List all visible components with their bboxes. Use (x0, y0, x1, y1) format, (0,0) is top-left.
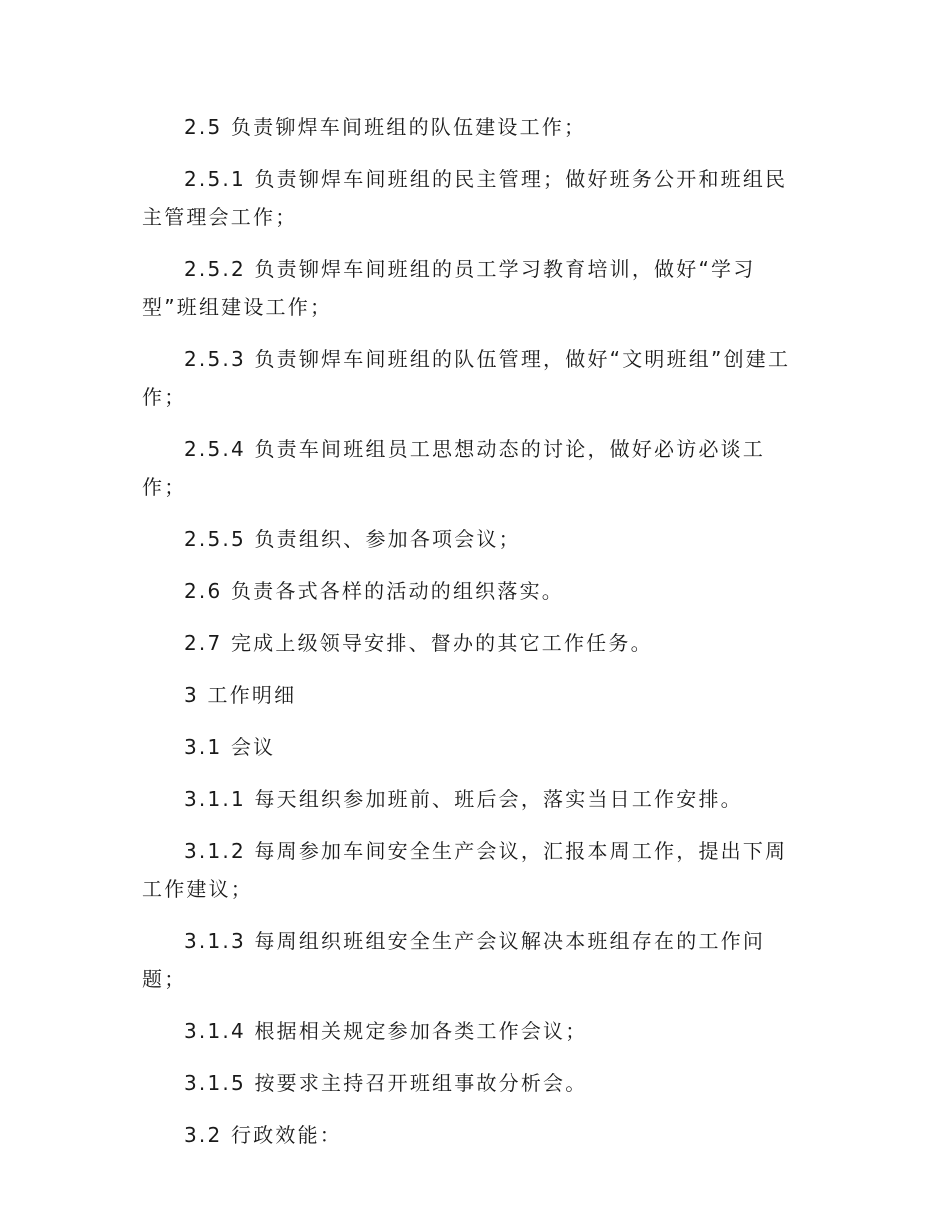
paragraph-2-5-1: 2.5.1 负责铆焊车间班组的民主管理；做好班务公开和班组民主管理会工作； (142, 167, 788, 229)
heading-3-1: 3.1 会议 (184, 735, 276, 759)
paragraph-2-5-3: 2.5.3 负责铆焊车间班组的队伍管理，做好“文明班组”创建工作； (142, 347, 791, 409)
paragraph-3-1-1: 3.1.1 每天组织参加班前、班后会，落实当日工作安排。 (184, 787, 743, 811)
paragraph-2-5-5: 2.5.5 负责组织、参加各项会议； (184, 527, 521, 551)
paragraph-3-1-5: 3.1.5 按要求主持召开班组事故分析会。 (184, 1071, 588, 1095)
heading-3: 3 工作明细 (184, 683, 297, 707)
paragraph-2-7: 2.7 完成上级领导安排、督办的其它工作任务。 (184, 631, 653, 655)
paragraph-3-1-2: 3.1.2 每周参加车间安全生产会议，汇报本周工作，提出下周工作建议； (142, 839, 788, 901)
heading-3-2: 3.2 行政效能： (184, 1123, 342, 1147)
paragraph-2-6: 2.6 负责各式各样的活动的组织落实。 (184, 579, 564, 603)
paragraph-2-5-2: 2.5.2 负责铆焊车间班组的员工学习教育培训，做好“学习型”班组建设工作； (142, 257, 756, 319)
paragraph-2-5-4: 2.5.4 负责车间班组员工思想动态的讨论，做好必访必谈工作； (142, 437, 766, 499)
paragraph-2-5: 2.5 负责铆焊车间班组的队伍建设工作； (184, 115, 587, 139)
paragraph-3-1-3: 3.1.3 每周组织班组安全生产会议解决本班组存在的工作问题； (142, 929, 766, 991)
paragraph-3-1-4: 3.1.4 根据相关规定参加各类工作会议； (184, 1019, 588, 1043)
document-body (142, 108, 802, 1168)
